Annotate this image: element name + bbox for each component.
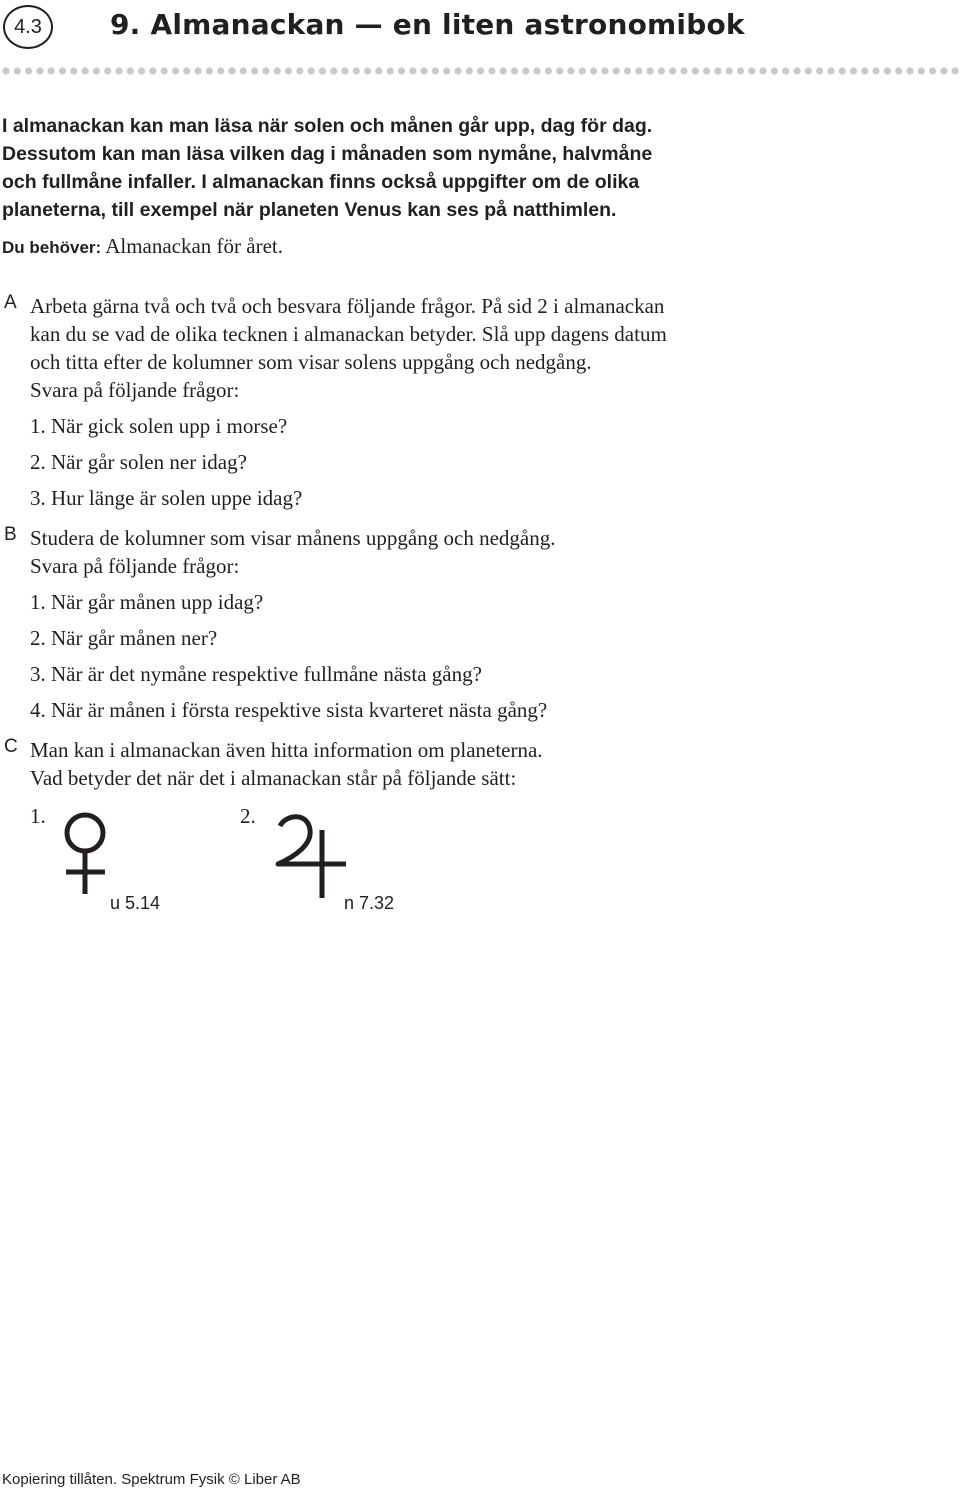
divider-dot: [488, 67, 495, 74]
divider-dot: [93, 67, 100, 74]
divider-dot: [760, 67, 767, 74]
divider-dot: [839, 67, 846, 74]
divider-dot: [737, 67, 744, 74]
divider-dot: [624, 67, 631, 74]
section-letter: B: [4, 524, 17, 545]
section-letter: A: [4, 292, 17, 313]
intro-line: planeterna, till exempel när planeten Venus kan ses på natthimlen.: [2, 199, 617, 221]
divider-dot: [477, 67, 484, 74]
divider-dot: [432, 67, 439, 74]
section-c-line: Vad betyder det när det i almanackan står på följande sätt:: [30, 766, 517, 790]
divider-dot: [308, 67, 315, 74]
divider-dot: [601, 67, 608, 74]
section-a-line: Svara på följande frågor:: [30, 378, 240, 402]
divider-dot: [635, 67, 642, 74]
divider-dot: [375, 67, 382, 74]
divider-dot: [511, 67, 518, 74]
section-letter: C: [4, 736, 18, 757]
divider-dot: [206, 67, 213, 74]
intro-line: Dessutom kan man läsa vilken dag i månaden som nymåne, halvmåne: [2, 143, 653, 165]
divider-dot: [669, 67, 676, 74]
divider-dot: [195, 67, 202, 74]
divider-dot: [579, 67, 586, 74]
divider-dot: [466, 67, 473, 74]
divider-dot: [850, 67, 857, 74]
divider-dot: [387, 67, 394, 74]
divider-dot: [782, 67, 789, 74]
divider-dot: [14, 67, 21, 74]
divider-dot: [680, 67, 687, 74]
jupiter-symbol-icon: [272, 808, 352, 900]
question-item: 1. När gick solen upp i morse?: [30, 414, 288, 438]
divider-dot: [658, 67, 665, 74]
materials-label: Du behöver:: [2, 238, 102, 257]
intro-line: I almanackan kan man läsa när solen och månen går upp, dag för dag.: [2, 115, 653, 137]
divider-dot: [127, 67, 134, 74]
divider-dot: [48, 67, 55, 74]
divider-dot: [330, 67, 337, 74]
page-title: 9. Almanackan — en liten astronomibok: [110, 8, 745, 41]
divider-dot: [534, 67, 541, 74]
divider-dot: [590, 67, 597, 74]
section-number-badge: [3, 5, 53, 49]
intro-text: [2, 112, 702, 224]
symbol-number: 1.: [30, 804, 46, 828]
section-a-line: Arbeta gärna två och två och besvara följande frågor. På sid 2 i almanackan: [30, 294, 665, 318]
divider-dot: [2, 67, 9, 74]
divider-dot: [149, 67, 156, 74]
section-a-line: och titta efter de kolumner som visar solens uppgång och nedgång.: [30, 350, 592, 374]
divider-dot: [918, 67, 925, 74]
divider-dot: [793, 67, 800, 74]
divider-dot: [567, 67, 574, 74]
divider-dot: [104, 67, 111, 74]
divider-dot: [805, 67, 812, 74]
divider-dot: [36, 67, 43, 74]
question-item: 2. När går solen ner idag?: [30, 450, 247, 474]
divider-dot: [341, 67, 348, 74]
divider-dot: [138, 67, 145, 74]
divider-dot: [228, 67, 235, 74]
divider-dot: [161, 67, 168, 74]
divider-dot: [274, 67, 281, 74]
divider-dot: [906, 67, 913, 74]
divider-dot: [952, 67, 959, 74]
intro-line: [2, 168, 702, 196]
divider-dot: [172, 67, 179, 74]
divider-dot: [115, 67, 122, 74]
divider-dot: [861, 67, 868, 74]
symbol-label: u 5.14: [110, 893, 161, 913]
divider-dot: [500, 67, 507, 74]
section-c-line: Man kan i almanackan även hitta information om planeterna.: [30, 738, 543, 762]
section-b-body: [30, 524, 730, 728]
divider-dot: [748, 67, 755, 74]
divider-dot: [895, 67, 902, 74]
divider-dot: [409, 67, 416, 74]
divider-dot: [522, 67, 529, 74]
divider-dot: [262, 67, 269, 74]
question-item: 3. Hur länge är solen uppe idag?: [30, 486, 303, 510]
divider-dot: [929, 67, 936, 74]
divider-dot: [82, 67, 89, 74]
intro-line: och fullmåne infaller.: [2, 171, 196, 193]
divider-dot: [454, 67, 461, 74]
section-a-line: kan du se vad de olika tecknen i almanackan betyder. Slå upp dagens datum: [30, 322, 667, 346]
question-item: 2. När går månen ner?: [30, 626, 218, 650]
divider-dot: [353, 67, 360, 74]
divider-dot: [873, 67, 880, 74]
divider-dot: [421, 67, 428, 74]
divider-dot: [771, 67, 778, 74]
divider-dot: [59, 67, 66, 74]
dotted-divider: [0, 64, 960, 78]
section-number: 4.3: [14, 15, 42, 38]
section-c-body: [30, 736, 730, 792]
divider-dot: [285, 67, 292, 74]
divider-dot: [319, 67, 326, 74]
symbol-number: 2.: [240, 804, 256, 828]
divider-dot: [940, 67, 947, 74]
divider-dot: [556, 67, 563, 74]
divider-dot: [703, 67, 710, 74]
divider-dot: [613, 67, 620, 74]
divider-dot: [240, 67, 247, 74]
divider-dot: [398, 67, 405, 74]
divider-dot: [364, 67, 371, 74]
symbol-label: n 7.32: [344, 893, 395, 913]
question-item: 4. När är månen i första respektive sista kvarteret nästa gång?: [30, 698, 548, 722]
footer-copyright: Kopiering tillåten. Spektrum Fysik © Liber AB: [2, 1471, 301, 1488]
divider-dot: [647, 67, 654, 74]
divider-dot: [816, 67, 823, 74]
divider-dot: [70, 67, 77, 74]
question-item: 1. När går månen upp idag?: [30, 590, 264, 614]
section-b-line: Studera de kolumner som visar månens uppgång och nedgång.: [30, 526, 556, 550]
section-b-line: Svara på följande frågor:: [30, 554, 240, 578]
divider-dot: [692, 67, 699, 74]
divider-dot: [827, 67, 834, 74]
venus-symbol-icon: [58, 806, 114, 896]
divider-dot: [251, 67, 258, 74]
divider-dot: [726, 67, 733, 74]
divider-dot: [884, 67, 891, 74]
section-a-body: [30, 292, 730, 516]
divider-dot: [443, 67, 450, 74]
divider-dot: [25, 67, 32, 74]
divider-dot: [217, 67, 224, 74]
materials-value: Almanackan för året.: [105, 234, 284, 258]
divider-dot: [545, 67, 552, 74]
question-item: 3. När är det nymåne respektive fullmåne nästa gång?: [30, 662, 482, 686]
divider-dot: [296, 67, 303, 74]
divider-dot: [183, 67, 190, 74]
intro-line: I almanackan finns också uppgifter om de olika: [195, 171, 640, 193]
materials-needed: [2, 234, 283, 259]
divider-dot: [714, 67, 721, 74]
